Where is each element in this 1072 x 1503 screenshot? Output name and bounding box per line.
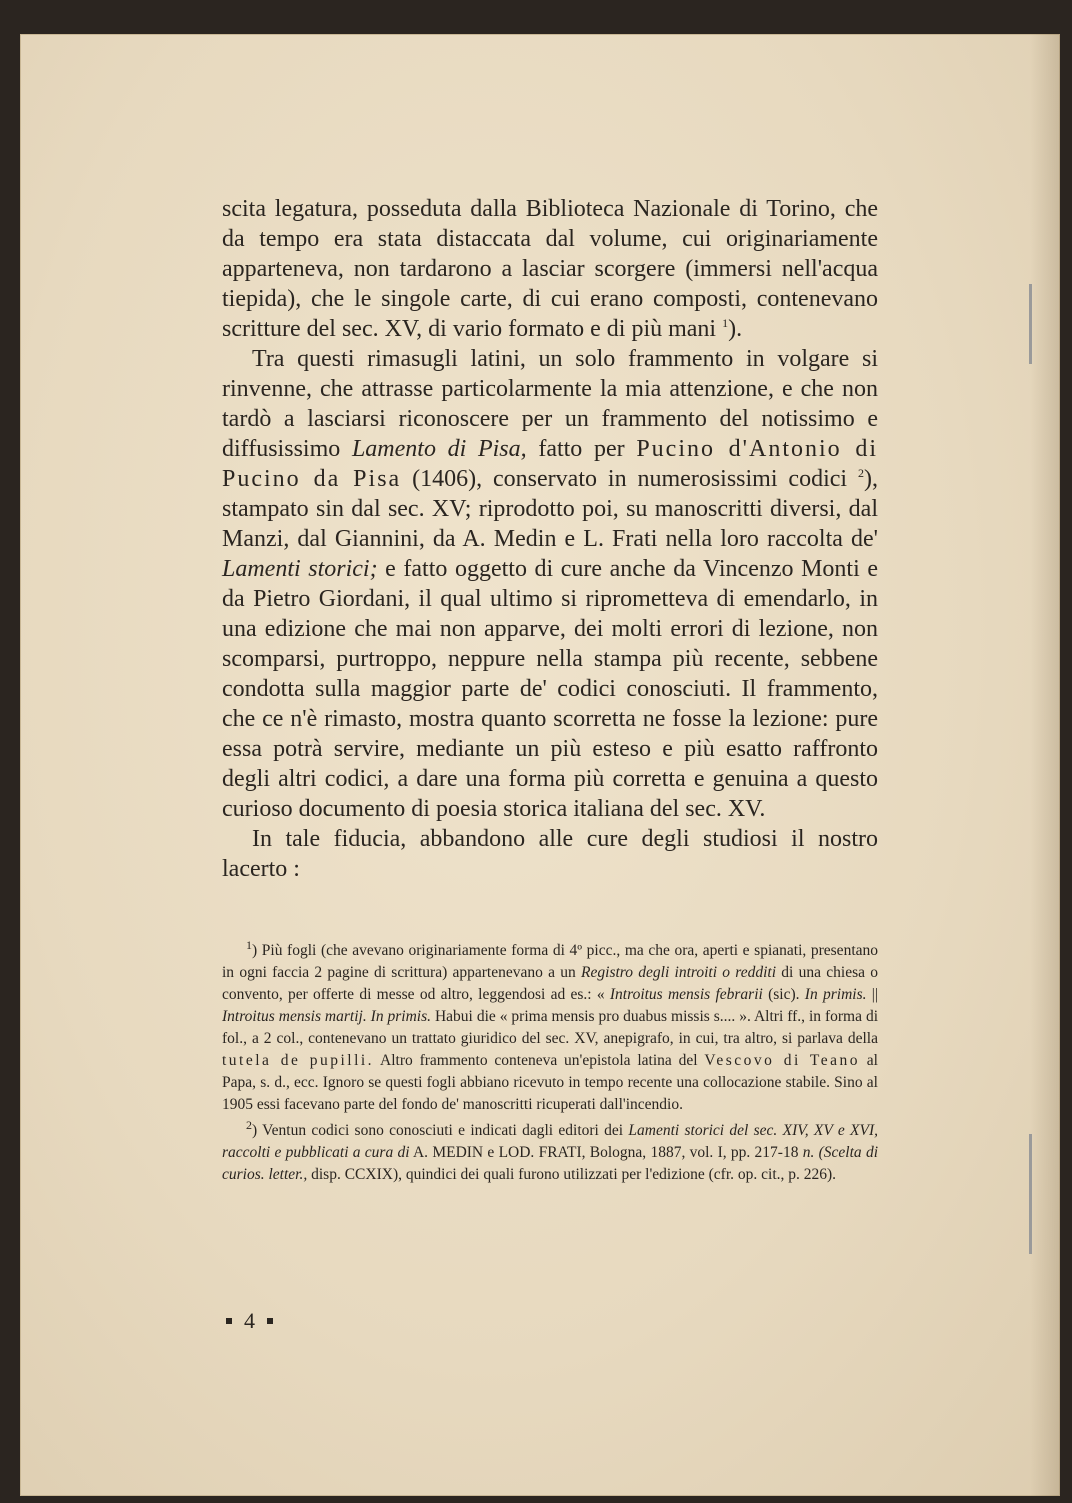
paragraph-1: scita legatura, posseduta dalla Biblioteca Nazionale di Torino, che da tempo era stata distaccata dal volume, cui originariamente apparteneva, non tardarono a lasciar scorgere (immersi nell'acqua tiepida), che le singole carte, di cui erano composti, contenevano scritture del sec. XV, di vario formato e di più mani $^1$). (222, 196, 878, 342)
author-name: Pucino d'Antonio di Pucino da Pisa (222, 436, 879, 492)
paragraph-3: In tale fiducia, abbandono alle cure degli studiosi il nostro lacerto : (222, 826, 878, 882)
paragraph-2: Tra questi rimasugli latini, un solo frammento in volgare si rinvenne, che attrasse particolarmente la mia attenzione, e che non tardò a lasciarsi riconoscere per un frammento del notissimo e diffusissimo Lamento di Pisa, fatto per Pucino d'Antonio di Pucino da Pisa (1406), conservato in numerosissimi codici $^2$), stampato sin dal sec. XV; riprodotto poi, su manoscritti diversi, dal Manzi, dal Giannini, da A. Medin e L. Frati nella loro raccolta de' Lamenti storici; e fatto oggetto di cure anche da Vincenzo Monti e da Pietro Giordani, il qual ultimo si riprometteva di emendarlo, in una edizione che mai non apparve, dei molti errori di lezione, non scomparsi, purtroppo, neppure nella stampa più recente, sebbene condotta sulla maggior parte de' codici conosciuti. Il frammento, che ce n'è rimasto, mostra quanto scorretta ne fosse la lezione: pure essa potrà servire, mediante un più esteso e più esatto raffronto degli altri codici, a dare una forma più corretta e genuina a questo curioso documento di poesia storica italiana del sec. XV. (222, 346, 879, 822)
main-text (222, 194, 878, 884)
binding-mark-top (1029, 284, 1032, 364)
footnote-ref-1: 1 (722, 316, 729, 330)
bullet-icon (267, 1318, 273, 1324)
document-page (20, 34, 1060, 1496)
footnotes (222, 937, 879, 1186)
footnote-ref-2: 2 (858, 466, 864, 480)
bullet-icon (226, 1318, 232, 1324)
binding-mark-bottom (1029, 1134, 1032, 1254)
footnote-2: $^2$) Ventun codici sono conosciuti e indicati dagli editori dei Lamenti storici del sec. XIV, XV e XVI, raccolti e pubblicati a cura di A. MEDIN e LOD. FRATI, Bologna, 1887, vol. I, pp. 217-18 n. (Scelta di curios. letter., disp. CCXIX), quindici dei quali furono utilizzati per l'edizione (cfr. op. cit., p. 226). (222, 1117, 879, 1183)
page-number (226, 1308, 273, 1334)
footnote-1: $^1$) Più fogli (che avevano originariamente forma di 4º picc., ma che ora, aperti e spianati, presentano in ogni faccia 2 pagine di scrittura) appartenevano a un Registro degli introiti o redditi di una chiesa o convento, per offerte di messe od altro, leggendosi ad es.: « Introitus mensis febrarii (sic). In primis. || Introitus mensis martij. In primis. Habui die « prima mensis pro duabus missis s.... ». Altri ff., in forma di fol., a 2 col., contenevano un trattato giuridico del sec. XV, anepigrafo, in cui, tra altro, si parlava della tutela de pupilli. Altro frammento conteneva un'epistola latina del Vescovo di Teano al Papa, s. d., ecc. Ignoro se questi fogli abbiano ricevuto in tempo recente una collocazione stabile. Sino al 1905 essi facevano parte del fondo de' manoscritti ricuperati dall'incendio. (222, 937, 879, 1113)
page-number-label: 4 (244, 1308, 255, 1333)
page-edge-shadow (1030, 34, 1060, 1496)
